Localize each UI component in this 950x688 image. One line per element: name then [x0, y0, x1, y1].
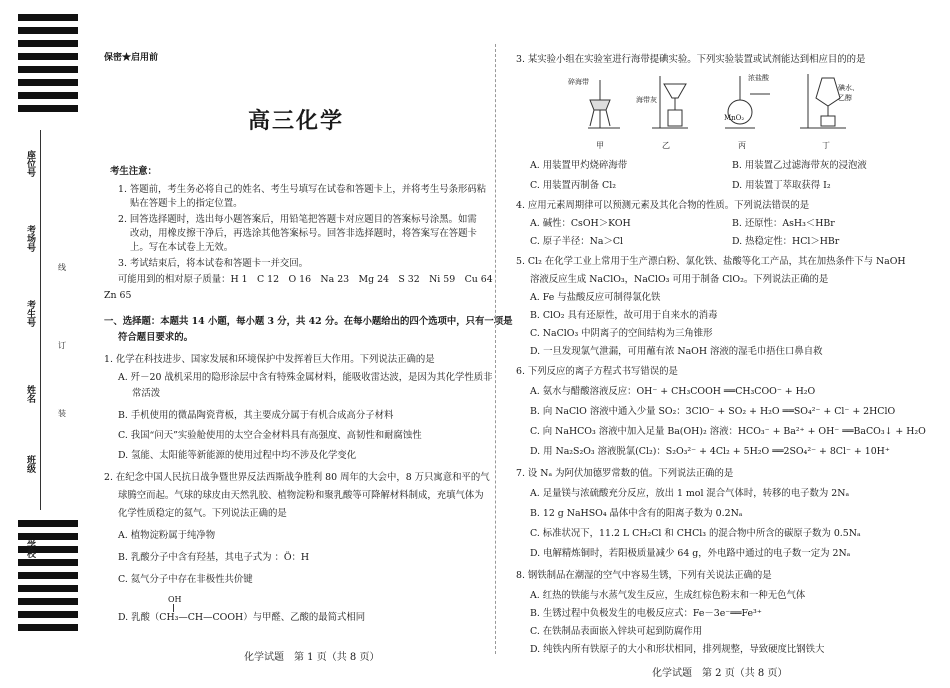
notice-line: 2. 回答选择题时，选出每小题答案后，用铅笔把答题卡对应题目的答案标号涂黑。如需 [118, 214, 477, 225]
option-6b: B. 向 NaClO 溶液中通入少量 SO₂：3ClO⁻ + SO₂ + H₂O ══SO₄²⁻ + Cl⁻ + 2HClO [530, 406, 896, 417]
question-4: 4. 应用元素周期律可以预测元素及其化合物的性质。下列说法错误的是 [516, 200, 810, 211]
school-field: 学校 [25, 540, 35, 558]
option-6a: A. 氨水与醋酸溶液反应：OH⁻ + CH₃COOH ══CH₃COO⁻ + H₂O [530, 386, 816, 397]
page-title: 高三化学 [248, 108, 345, 134]
option-2d: D. 乳酸（CH₃—CH—COOH）与甲醛、乙酸的最简式相同 [118, 612, 366, 623]
question-5-cont: 溶液反应生成 NaClO₃，NaClO₃ 可用于制备 ClO₂。下列说法正确的是 [530, 274, 829, 285]
apparatus-figure [560, 70, 860, 140]
student-number-field: 考生号 [25, 300, 35, 327]
question-1: 1. 化学在科技进步、国家发展和环境保护中发挥着巨大作用。下列说法正确的是 [104, 354, 435, 365]
caption-d: 丁 [822, 141, 830, 150]
question-2-cont: 球腾空而起。气球的球皮由天然乳胶、植物淀粉和聚乳酸等可降解材料制成，充填气体为 [118, 490, 484, 501]
notice-line: 1. 答题前，考生务必将自己的姓名、考生号填写在试卷和答题卡上，并将考生号条形码粘 [118, 184, 487, 195]
cut-line [40, 130, 41, 510]
question-8: 8. 钢铁制品在潮湿的空气中容易生锈，下列有关说法正确的是 [516, 570, 772, 581]
question-5: 5. Cl₂ 在化学工业上常用于生产漂白粉、氯化铁、盐酸等化工产品，其在加热条件下与 NaOH [516, 256, 906, 267]
label-ash: 海带灰 [636, 96, 657, 104]
black-bar [18, 66, 78, 73]
notice-line: 上。写在本试卷上无效。 [130, 242, 234, 253]
label-iodine: 碘水、 [838, 84, 859, 92]
section-heading: 一、选择题：本题共 14 小题，每小题 3 分，共 42 分。在每小题给出的四个选项中，只有一项是 [104, 316, 513, 327]
black-bar [18, 559, 78, 566]
option-5a: A. Fe 与盐酸反应可制得氯化铁 [530, 292, 661, 303]
confidential-label: 保密★启用前 [104, 53, 159, 63]
option-6d: D. 用 Na₂S₂O₃ 溶液脱氯(Cl₂)：S₂O₃²⁻ + 4Cl₂ + 5H₂O ══2SO₄²⁻ + 8Cl⁻ + 10H⁺ [530, 446, 890, 457]
binding-strip [0, 0, 86, 688]
label-mno2: MnO₂ [724, 114, 745, 122]
option-3a: A. 用装置甲灼烧碎海带 [530, 160, 628, 171]
class-field: 班级 [25, 455, 35, 473]
option-2a: A. 植物淀粉属于纯净物 [118, 530, 216, 541]
structure-oh: OH [168, 595, 182, 604]
caption-a: 甲 [596, 141, 604, 150]
option-5d: D. 一旦发现氯气泄漏，可用蘸有浓 NaOH 溶液的湿毛巾捂住口鼻自救 [530, 346, 823, 357]
seal-mark-install: 装 [58, 409, 66, 418]
seat-number-field: 座位号 [25, 150, 35, 177]
black-bar [18, 624, 78, 631]
option-1b: B. 手机使用的微晶陶瓷背板，其主要成分属于有机合成高分子材料 [118, 410, 394, 421]
option-5b: B. ClO₂ 具有还原性，故可用于自来水的消毒 [530, 310, 718, 321]
page-footer-2: 化学试题 第 2 页（共 8 页） [652, 668, 788, 679]
page-footer: 化学试题 第 1 页（共 8 页） [244, 652, 380, 663]
black-bar [18, 92, 78, 99]
option-8d: D. 纯铁内所有铁原子的大小和形状相同，排列规整，导致硬度比钢铁大 [530, 644, 825, 655]
question-7: 7. 设 Nₐ 为阿伏加德罗常数的值。下列说法正确的是 [516, 468, 734, 479]
question-2: 2. 在纪念中国人民抗日战争暨世界反法西斯战争胜利 80 周年的大会中，8 万只寓意和平的气 [104, 472, 490, 483]
notice-line: 改动，用橡皮擦干净后，再选涂其他答案标号。回答非选择题时，将答案写在答题卡 [130, 228, 477, 239]
black-bar [18, 598, 78, 605]
black-bar [18, 27, 78, 34]
option-7b: B. 12 g NaHSO₄ 晶体中含有的阳离子数为 0.2Nₐ [530, 508, 743, 519]
section-heading: 符合题目要求的。 [118, 332, 194, 343]
notice-line: 贴在答题卡上的指定位置。 [130, 198, 243, 209]
black-bar [18, 572, 78, 579]
atomic-mass-line: 可能用到的相对原子质量：H 1 C 12 O 16 Na 23 Mg 24 S 32 Ni 59 Cu 64 [118, 274, 493, 285]
option-7d: D. 电解精炼铜时，若阳极质量减少 64 g，外电路中通过的电子数一定为 2Nₐ [530, 548, 851, 559]
bond-line [173, 604, 174, 612]
label-seaweed: 碎海带 [568, 78, 589, 86]
notice-line: 3. 考试结束后，将本试卷和答题卡一并交回。 [118, 258, 309, 269]
black-bar [18, 14, 78, 21]
option-3b: B. 用装置乙过滤海带灰的浸泡液 [732, 160, 867, 171]
notice-title: 考生注意： [110, 166, 157, 177]
caption-c: 丙 [738, 141, 746, 150]
black-bar [18, 585, 78, 592]
black-bar [18, 611, 78, 618]
black-bar [18, 520, 78, 527]
option-4b: B. 还原性：AsH₃＜HBr [732, 218, 835, 229]
option-2c: C. 氦气分子中存在非极性共价键 [118, 574, 253, 585]
option-5c: C. NaClO₃ 中阴离子的空间结构为三角锥形 [530, 328, 713, 339]
option-1a: A. 歼－20 战机采用的隐形涂层中含有特殊金属材料，能吸收雷达波，是因为其化学性质非 [118, 372, 493, 383]
option-1c: C. 我国“问天”实验舱使用的太空合金材料具有高强度、高韧性和耐腐蚀性 [118, 430, 422, 441]
option-3c: C. 用装置丙制备 Cl₂ [530, 180, 616, 191]
black-bar [18, 40, 78, 47]
seal-mark-line: 线 [58, 263, 66, 272]
option-4c: C. 原子半径：Na＞Cl [530, 236, 624, 247]
option-4d: D. 热稳定性：HCl＞HBr [732, 236, 840, 247]
name-field: 姓名 [25, 385, 35, 403]
option-8b: B. 生锈过程中负极发生的电极反应式：Fe－3e⁻══Fe³⁺ [530, 608, 762, 619]
exam-room-field: 考场号 [25, 225, 35, 252]
option-7a: A. 足量镁与浓硫酸充分反应，放出 1 mol 混合气体时，转移的电子数为 2Nₐ [530, 488, 850, 499]
option-7c: C. 标准状况下，11.2 L CH₂Cl 和 CHCl₃ 的混合物中所含的碳原子数为 0.5Nₐ [530, 528, 861, 539]
black-bar [18, 53, 78, 60]
option-8c: C. 在铁制品表面嵌入锌块可起到防腐作用 [530, 626, 703, 637]
black-bar [18, 79, 78, 86]
option-3d: D. 用装置丁萃取获得 I₂ [732, 180, 831, 191]
option-6c: C. 向 NaHCO₃ 溶液中加入足量 Ba(OH)₂ 溶液：HCO₃⁻ + Ba²⁺ + OH⁻ ══BaCO₃↓ + H₂O [530, 426, 926, 437]
seal-mark-bind: 订 [58, 341, 66, 350]
option-8a: A. 红热的铁能与水蒸气发生反应，生成红棕色粉末和一种无色气体 [530, 590, 806, 601]
caption-b: 乙 [662, 141, 670, 150]
question-3: 3. 某实验小组在实验室进行海带提碘实验。下列实验装置或试剂能达到相应目的的是 [516, 54, 866, 65]
page-divider [495, 44, 496, 654]
option-4a: A. 碱性：CsOH＞KOH [530, 218, 631, 229]
question-6: 6. 下列反应的离子方程式书写错误的是 [516, 366, 678, 377]
atomic-mass-line: Zn 65 [104, 290, 132, 301]
option-1a-cont: 常活泼 [132, 388, 161, 399]
question-2-cont: 化学性质稳定的氦气。下列说法正确的是 [118, 508, 287, 519]
black-bar [18, 533, 78, 540]
black-bar [18, 105, 78, 112]
label-ethanol: 乙醇 [838, 94, 852, 102]
label-hcl: 浓盐酸 [748, 74, 769, 82]
option-2b: B. 乳酸分子中含有羟基，其电子式为 ：Ö：H [118, 552, 310, 563]
option-1d: D. 氢能、太阳能等新能源的使用过程中均不涉及化学变化 [118, 450, 357, 461]
